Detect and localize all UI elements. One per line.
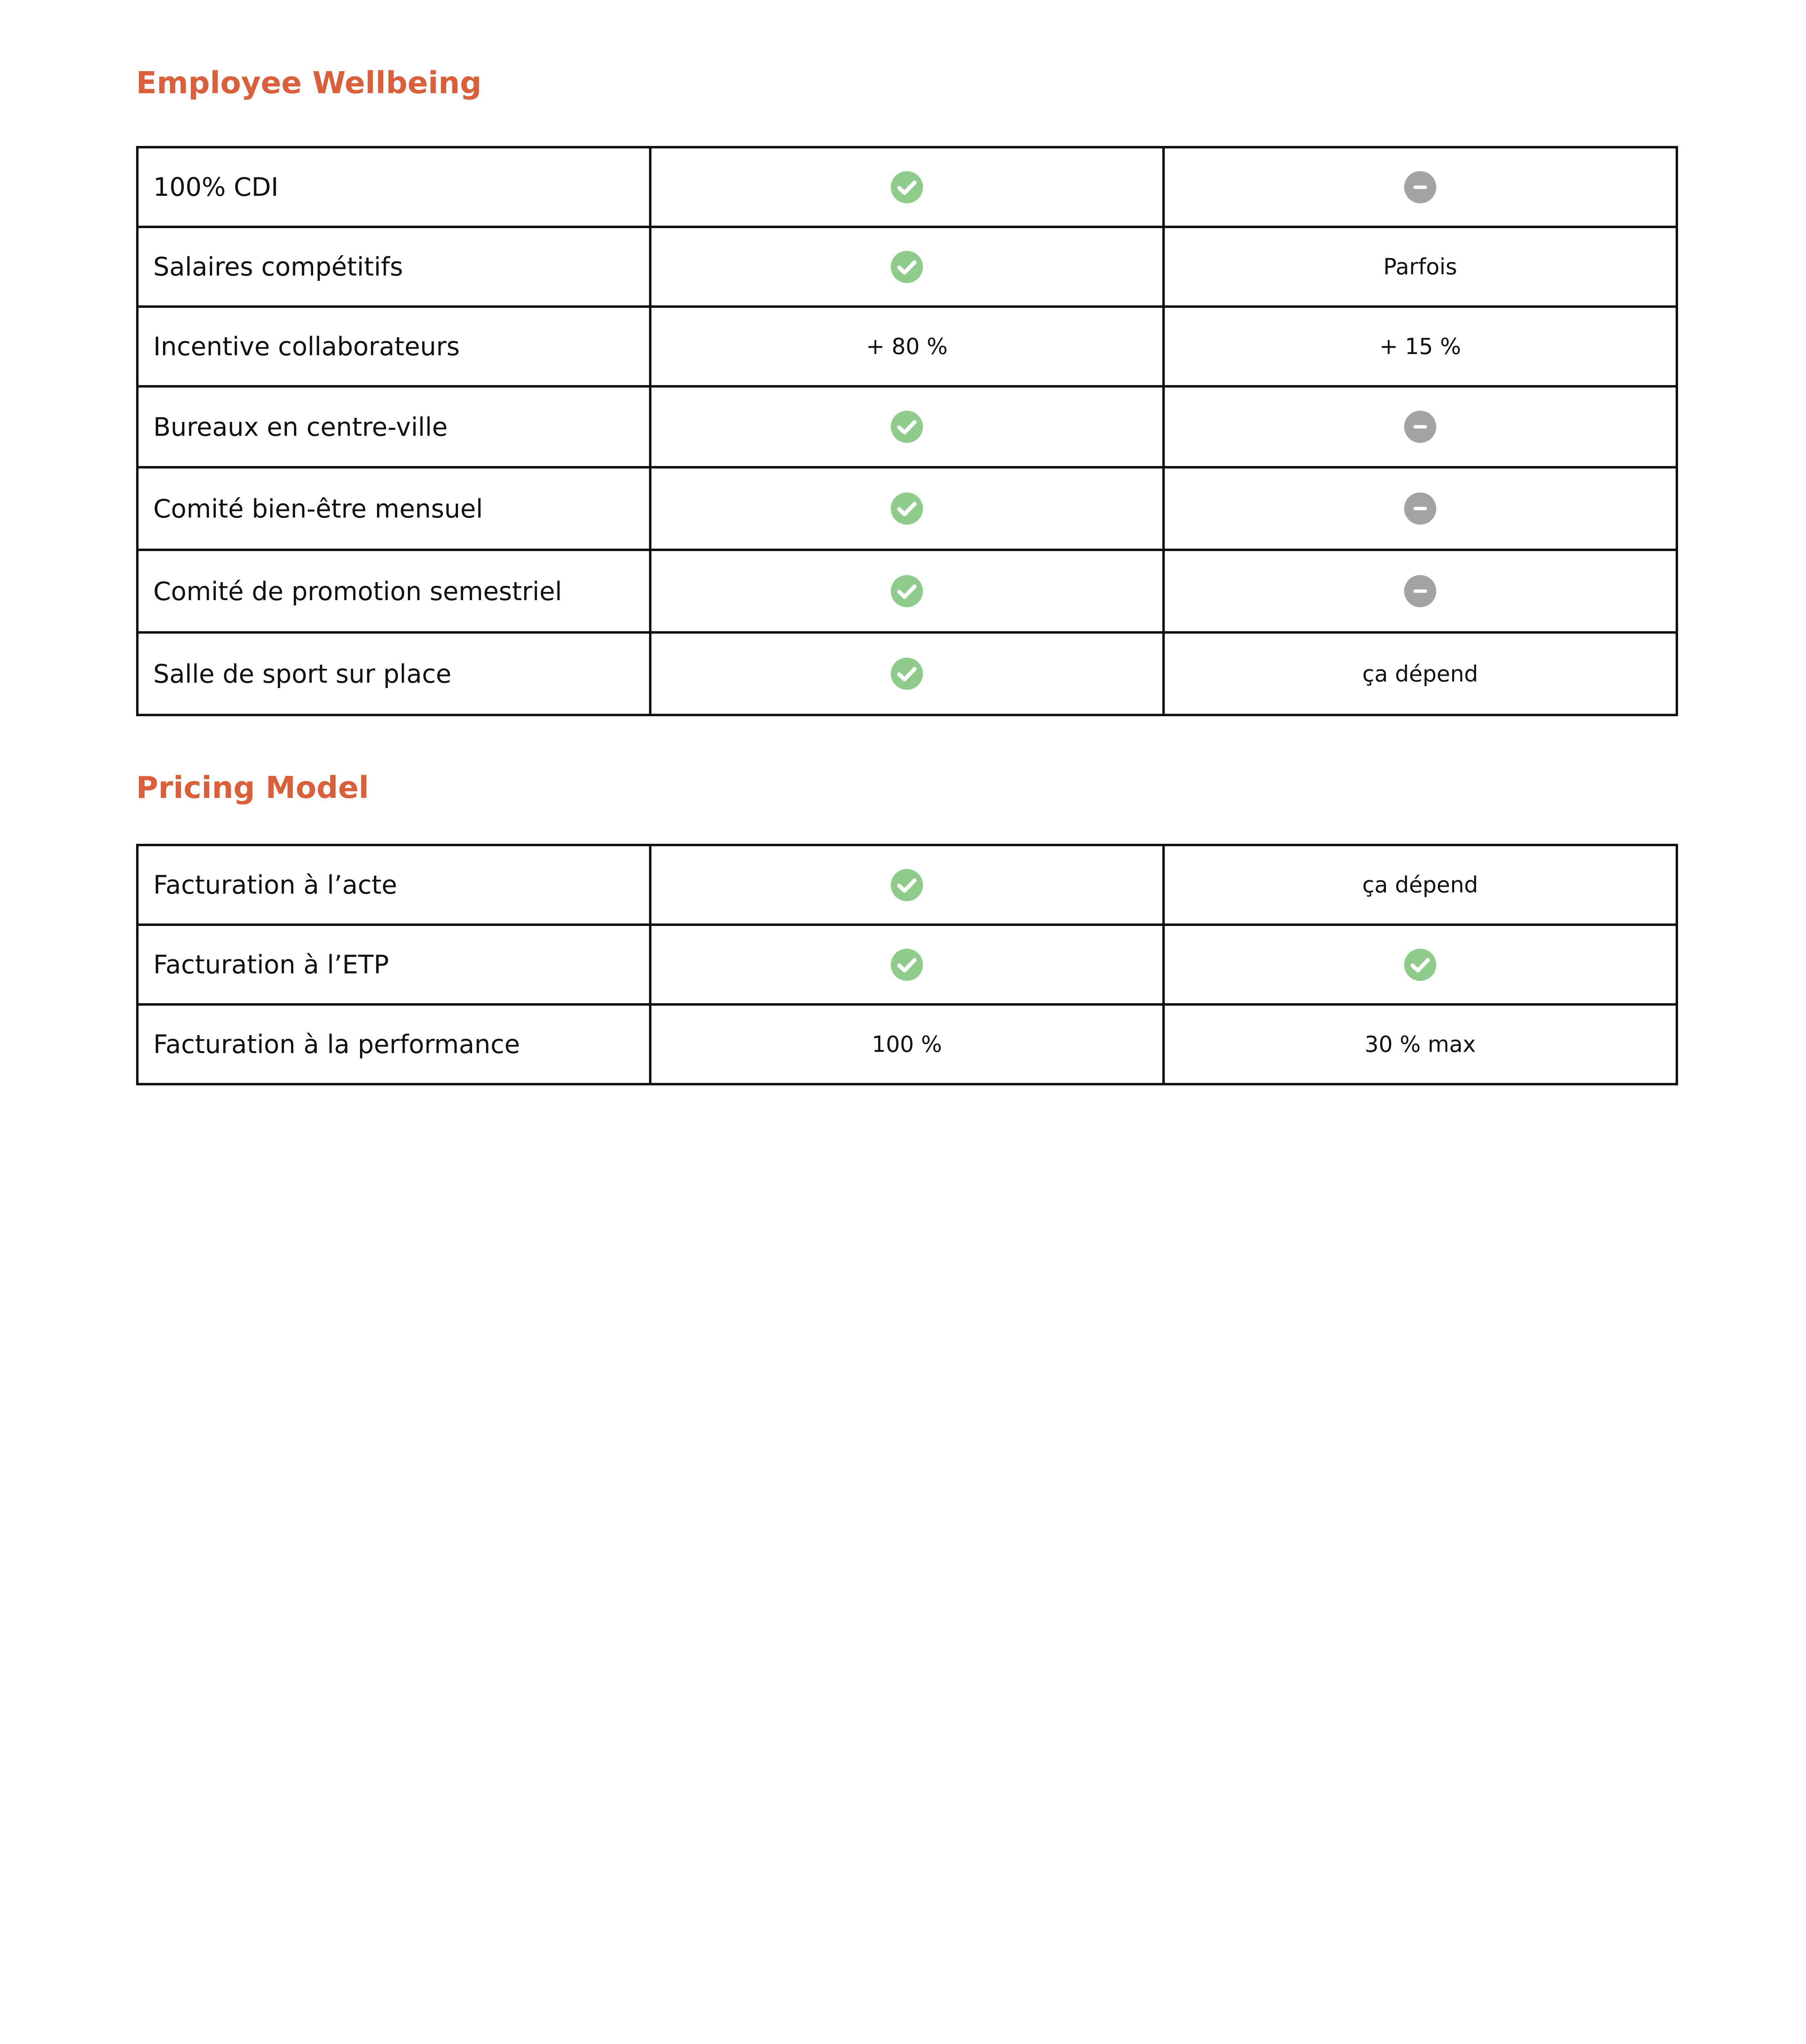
- value-cell-col2: [650, 307, 1164, 386]
- row-label: Salaires compétitifs: [137, 227, 650, 307]
- minus-icon: [1403, 170, 1437, 204]
- value-text: + 15 %: [1379, 334, 1461, 359]
- table-row: [137, 147, 1677, 227]
- value-text: ça dépend: [1362, 872, 1478, 898]
- value-text: 30 % max: [1364, 1031, 1476, 1057]
- table-row: [137, 550, 1677, 632]
- row-label: Incentive collaborateurs: [137, 307, 650, 386]
- check-icon: [1403, 948, 1437, 982]
- value-cell-col2: [650, 1004, 1164, 1084]
- value-cell-col3: [1164, 845, 1677, 925]
- value-text: + 80 %: [866, 334, 948, 359]
- table-row: [137, 925, 1677, 1004]
- value-cell-col2: [650, 845, 1164, 925]
- value-cell-col3: [1164, 550, 1677, 632]
- row-label: Comité bien-être mensuel: [137, 467, 650, 550]
- value-cell-col2: [650, 386, 1164, 467]
- value-cell-col2: [650, 550, 1164, 632]
- value-text: ça dépend: [1362, 661, 1478, 687]
- value-text: 100 %: [872, 1031, 942, 1057]
- table-row: [137, 1004, 1677, 1084]
- check-icon: [890, 170, 924, 204]
- table-row: [137, 307, 1677, 386]
- row-label: Facturation à l’ETP: [137, 925, 650, 1004]
- value-cell-col3: [1164, 925, 1677, 1004]
- check-icon: [890, 657, 924, 690]
- row-label: Comité de promotion semestriel: [137, 550, 650, 632]
- table-row: [137, 632, 1677, 715]
- row-label: Facturation à la performance: [137, 1004, 650, 1084]
- check-icon: [890, 492, 924, 525]
- value-text: Parfois: [1383, 254, 1457, 280]
- value-cell-col2: [650, 925, 1164, 1004]
- value-cell-col3: [1164, 307, 1677, 386]
- value-cell-col3: [1164, 632, 1677, 715]
- value-cell-col2: [650, 467, 1164, 550]
- section-title-employee-wellbeing: Employee Wellbeing: [136, 65, 482, 101]
- value-cell-col2: [650, 147, 1164, 227]
- check-icon: [890, 410, 924, 444]
- minus-icon: [1403, 492, 1437, 525]
- row-label: Salle de sport sur place: [137, 632, 650, 715]
- table-row: [137, 386, 1677, 467]
- section-title-pricing-model: Pricing Model: [136, 770, 369, 805]
- value-cell-col2: [650, 632, 1164, 715]
- row-label: Facturation à l’acte: [137, 845, 650, 925]
- check-icon: [890, 868, 924, 902]
- row-label: Bureaux en centre-ville: [137, 386, 650, 467]
- table-row: [137, 227, 1677, 307]
- minus-icon: [1403, 410, 1437, 444]
- value-cell-col3: [1164, 1004, 1677, 1084]
- row-label: 100% CDI: [137, 147, 650, 227]
- value-cell-col3: [1164, 147, 1677, 227]
- minus-icon: [1403, 574, 1437, 608]
- table-row: [137, 845, 1677, 925]
- value-cell-col3: [1164, 227, 1677, 307]
- pricing-model-table: [136, 844, 1678, 1085]
- check-icon: [890, 948, 924, 982]
- value-cell-col3: [1164, 386, 1677, 467]
- check-icon: [890, 250, 924, 284]
- employee-wellbeing-table: [136, 146, 1678, 716]
- value-cell-col3: [1164, 467, 1677, 550]
- value-cell-col2: [650, 227, 1164, 307]
- table-row: [137, 467, 1677, 550]
- check-icon: [890, 574, 924, 608]
